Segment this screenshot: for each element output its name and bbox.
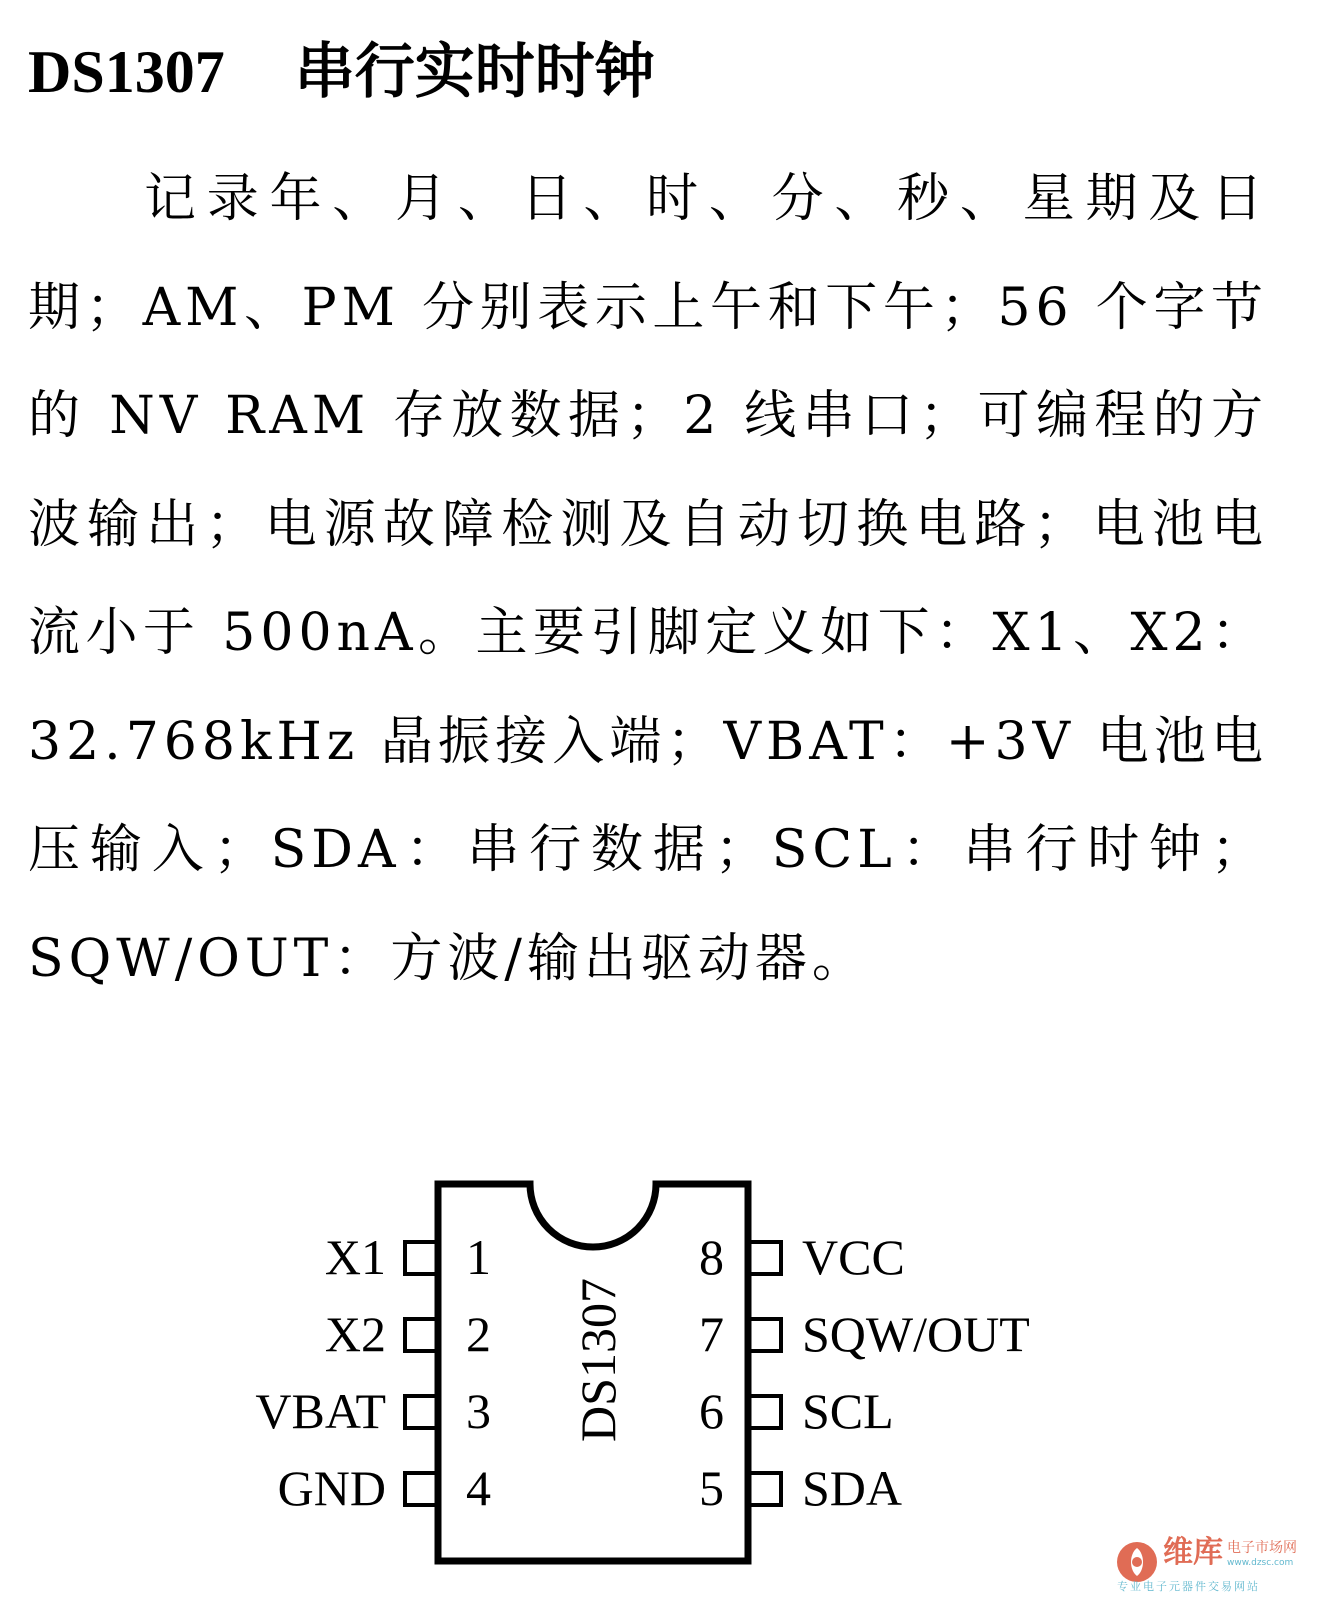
pin-3-number: 3	[466, 1383, 491, 1439]
pin-5-number: 5	[699, 1460, 724, 1516]
watermark-brand: 维库	[1163, 1535, 1223, 1570]
pin-1-label: X1	[324, 1229, 386, 1285]
pin-6-label: SCL	[802, 1383, 894, 1439]
pin-3-label: VBAT	[255, 1383, 386, 1439]
pin-2-number: 2	[466, 1306, 491, 1362]
pin-1-pad	[405, 1242, 437, 1274]
pin-2-label: X2	[324, 1306, 386, 1362]
pin-4-pad	[405, 1473, 437, 1505]
pin-5-label: SDA	[802, 1460, 903, 1516]
part-title: 串行实时时钟	[294, 37, 655, 107]
watermark-slogan: 专业电子元器件交易网站	[1117, 1580, 1260, 1593]
description-paragraph: 记录年、月、日、时、分、秒、星期及日期；AM、PM 分别表示上午和下午；56 个字节的 NV RAM 存放数据；2 线串口；可编程的方波输出；电源故障检测及自动切换电路；电池电流小于 500nA。主要引脚定义如下：X1、X2：32.768kHz 晶振接入端；VBAT：+3V 电池电压输入；SDA：串行数据；SCL：串行时钟；SQW/OUT：方波/输出驱动器。	[28, 169, 1268, 989]
watermark	[1115, 1534, 1335, 1596]
pin-3-pad	[405, 1396, 437, 1428]
pin-2-pad	[405, 1319, 437, 1351]
chip-label: DS1307	[570, 1278, 626, 1442]
pin-8-pad	[749, 1242, 781, 1274]
pin-8-number: 8	[699, 1229, 724, 1285]
watermark-logo-icon	[1115, 1540, 1159, 1584]
watermark-site: www.dzsc.com	[1227, 1558, 1294, 1568]
page-title	[28, 34, 655, 110]
pin-7-pad	[749, 1319, 781, 1351]
pin-1-number: 1	[466, 1229, 491, 1285]
pin-4-label: GND	[277, 1460, 386, 1516]
watermark-market: 电子市场网	[1227, 1540, 1297, 1556]
pin-6-pad	[749, 1396, 781, 1428]
pin-4-number: 4	[466, 1460, 491, 1516]
pin-7-label: SQW/OUT	[802, 1306, 1030, 1362]
pin-7-number: 7	[699, 1306, 724, 1362]
part-number: DS1307	[28, 39, 225, 105]
pin-8-label: VCC	[802, 1229, 905, 1285]
pin-5-pad	[749, 1473, 781, 1505]
pin-6-number: 6	[699, 1383, 724, 1439]
